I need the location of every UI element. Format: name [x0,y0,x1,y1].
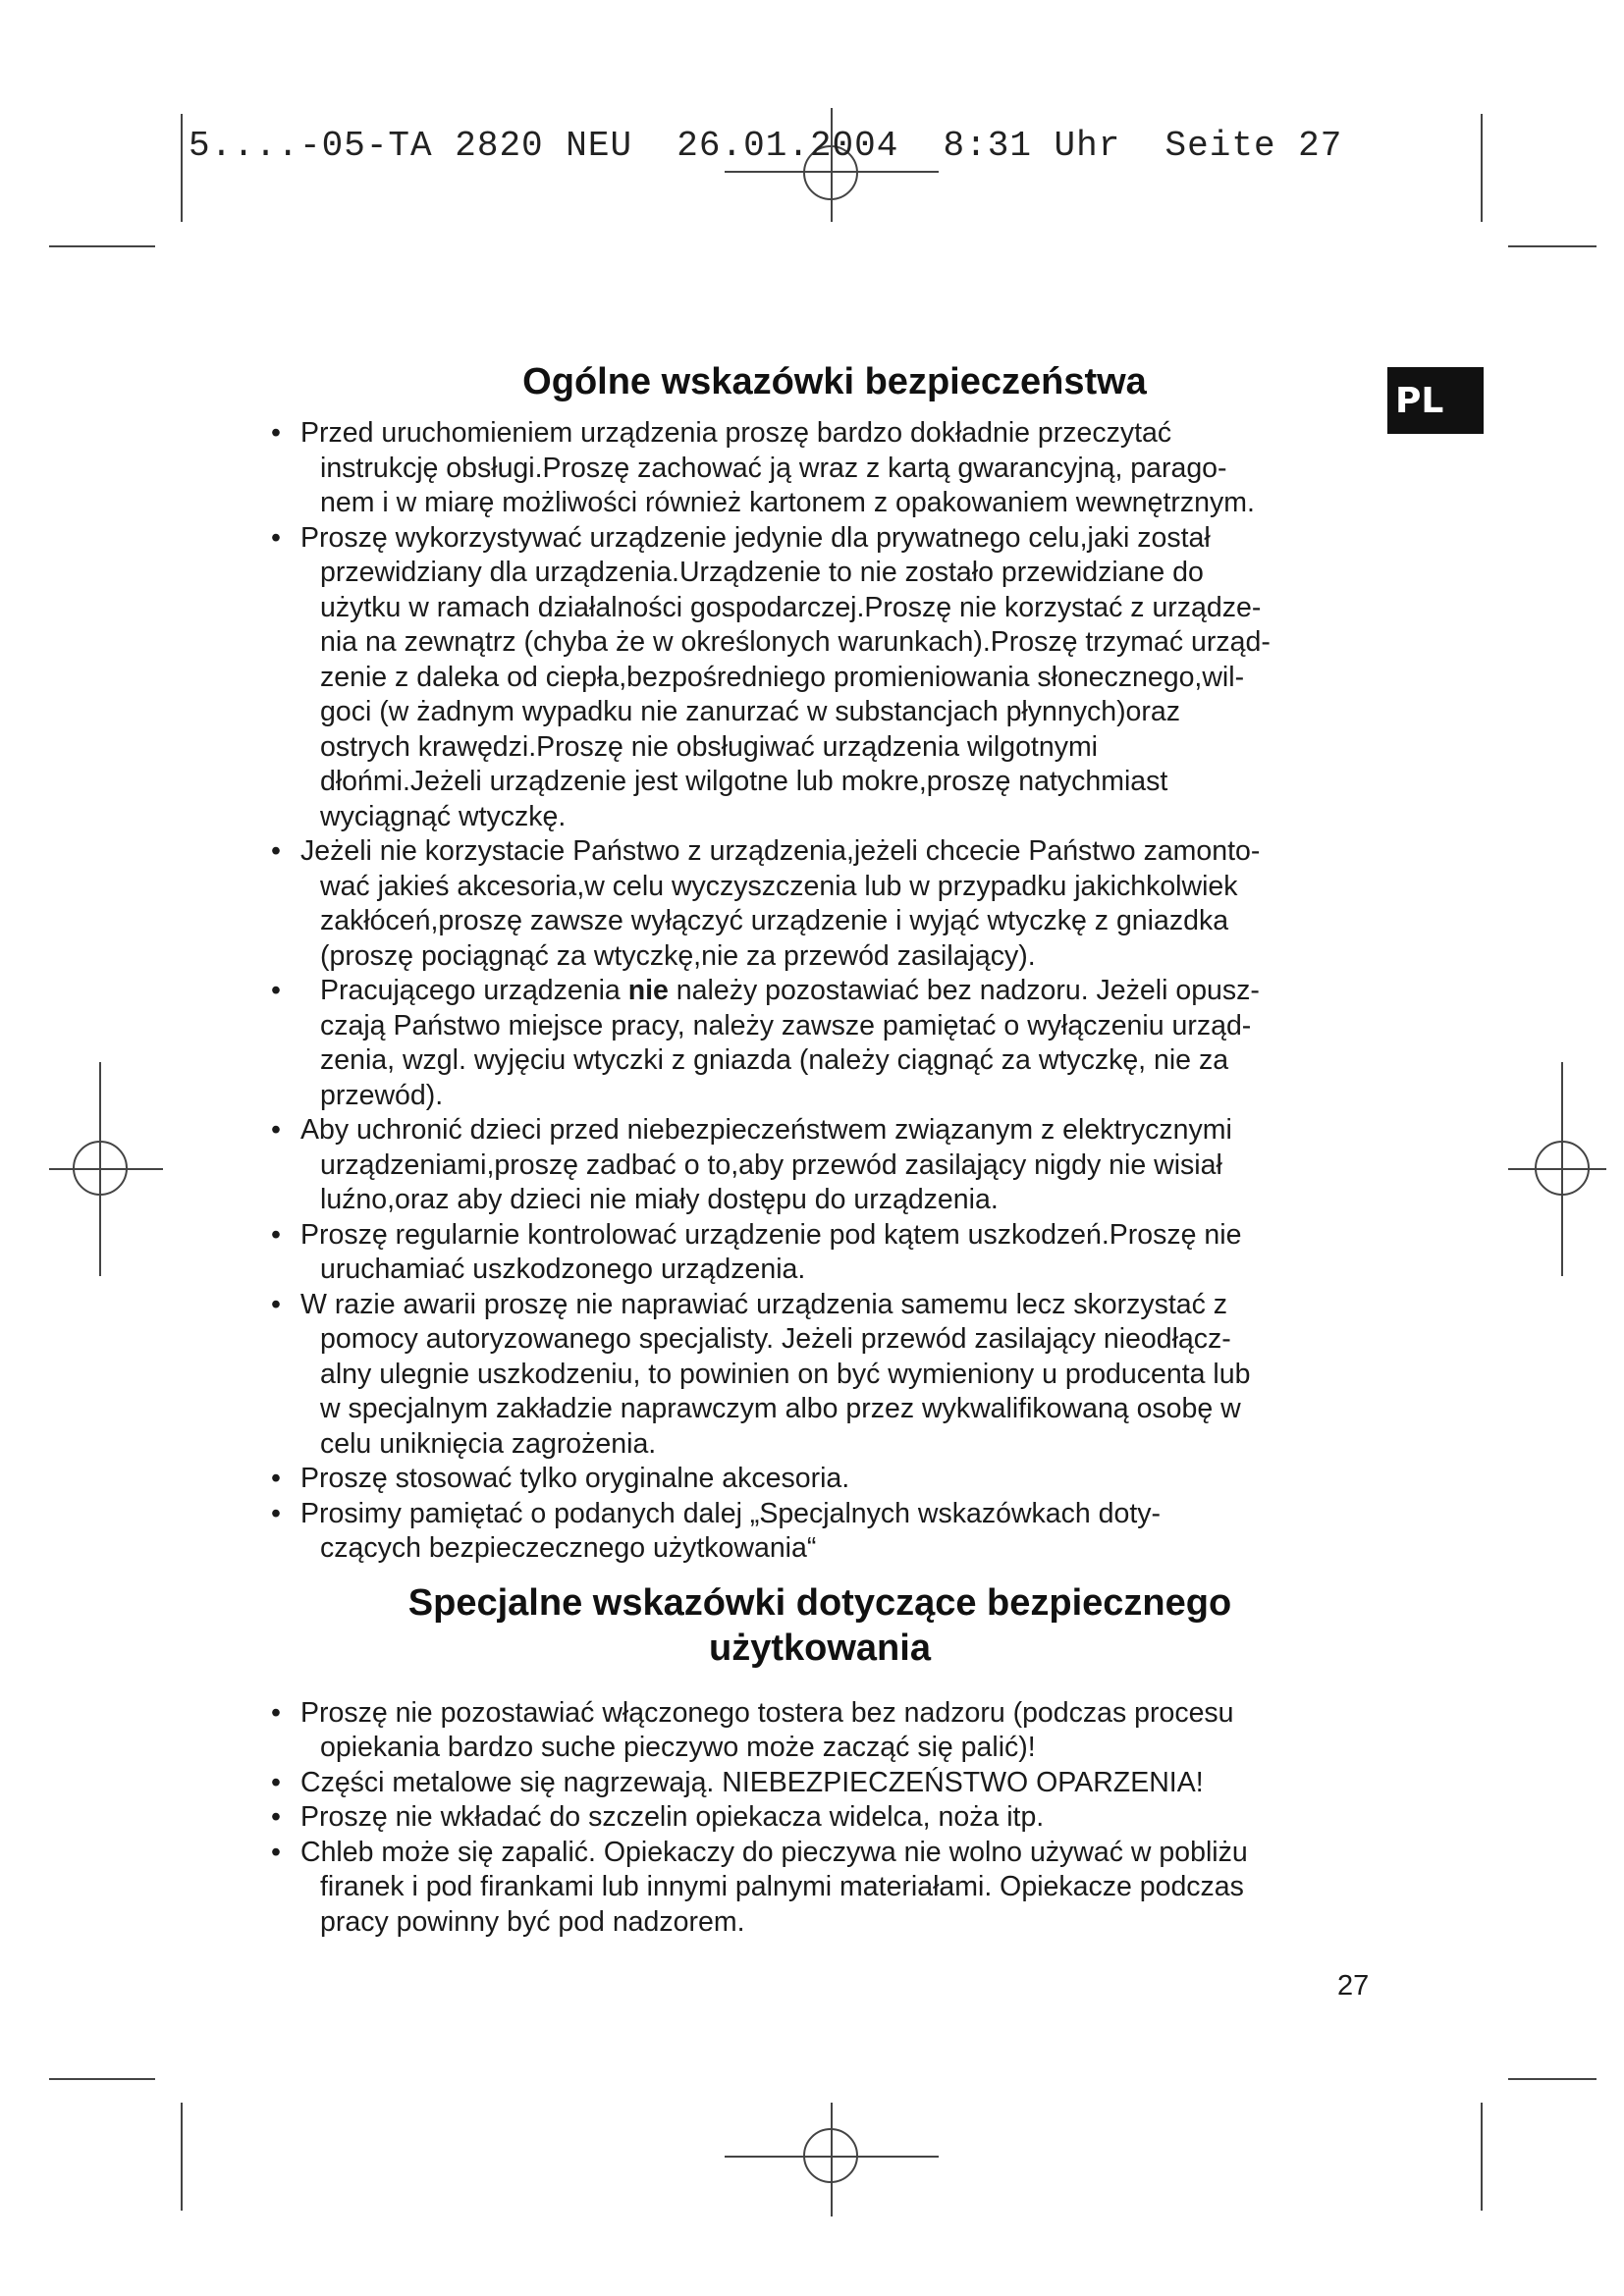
main-content [265,359,1375,1940]
text-line: Proszę regularnie kontrolować urządzenie pod kątem uszkodzeń.Proszę nie [300,1218,1242,1251]
bullet: • [271,1801,281,1833]
list-item [265,1836,1375,1941]
list-item [265,1218,1375,1288]
text-line: wać jakieś akcesoria,w celu wyczyszczenia lub w przypadku jakichkolwiek [320,870,1238,902]
registration-circle-icon [803,2128,858,2183]
list-item [265,974,1375,1113]
general-safety-list [265,416,1375,1567]
crop-mark [1481,114,1483,222]
text-line: Proszę nie pozostawiać włączonego tostera bez nadzoru (podczas procesu [300,1696,1234,1729]
text-line: firanek i pod firankami lub innymi palnymi materiałami. Opiekacze podczas [320,1871,1244,1902]
text-line: luźno,oraz aby dzieci nie miały dostępu do urządzenia. [320,1184,999,1215]
section-title-general-safety: Ogólne wskazówki bezpieczeństwa [522,361,1147,402]
special-safety-list [265,1696,1375,1941]
text-line: Proszę stosować tylko oryginalne akcesoria. [300,1463,850,1494]
text-line: przewidziany dla urządzenia.Urządzenie to nie zostało przewidziane do [320,557,1204,588]
crop-mark [49,2078,155,2080]
list-item [265,416,1375,521]
list-item [265,1288,1375,1463]
list-item [265,521,1375,835]
page-number: 27 [1337,1970,1370,2002]
bullet: • [271,1114,281,1146]
text-fragment: Pracującego urządzenia [320,975,628,1006]
text-line: Jeżeli nie korzystacie Państwo z urządzenia,jeżeli chcecie Państwo zamonto- [300,835,1261,867]
language-tab: PL [1387,367,1484,434]
text-line: Aby uchronić dzieci przed niebezpieczeństwem związanym z elektrycznymi [300,1114,1232,1146]
text-line: przewód). [320,1079,444,1111]
list-item [265,834,1375,974]
text-line: pomocy autoryzowanego specjalisty. Jeżeli przewód zasilający nieodłącz- [320,1323,1231,1355]
text-fragment: należy pozostawiać bez nadzoru. Jeżeli opusz- [668,975,1260,1006]
text-line: ostrych krawędzi.Proszę nie obsługiwać urządzenia wilgotnymi [320,730,1099,763]
text-line: Chleb może się zapalić. Opiekaczy do pieczywa nie wolno używać w pobliżu [300,1836,1248,1868]
text-line: celu uniknięcia zagrożenia. [320,1427,657,1460]
bullet: • [271,1497,281,1529]
text-line: goci (w żadnym wypadku nie zanurzać w substancjach płynnych)oraz [320,696,1180,727]
list-item [265,1766,1375,1801]
list-item [265,1462,1375,1497]
crop-mark [181,2103,183,2211]
text-line: użytku w ramach działalności gospodarczej.Proszę nie korzystać z urządze- [320,591,1262,623]
list-item [265,1696,1375,1766]
bullet: • [271,1463,281,1494]
text-line: w specjalnym zakładzie naprawczym albo przez wykwalifikowaną osobę w [320,1393,1241,1424]
bullet: • [271,521,281,554]
bullet: • [271,1288,281,1320]
list-item [265,1800,1375,1836]
text-line: czących bezpieczecznego użytkowania“ [320,1532,817,1564]
print-slug: 5....-05-TA 2820 NEU 26.01.2004 8:31 Uhr Seite 27 [189,126,1343,166]
text-line: W razie awarii proszę nie naprawiać urządzenia samemu lecz skorzystać z [300,1288,1228,1320]
text-line: opiekania bardzo suche pieczywo może zacząć się palić)! [320,1732,1036,1763]
text-line: uruchamiać uszkodzonego urządzenia. [320,1254,806,1285]
bullet: • [271,835,281,867]
text-line: pracy powinny być pod nadzorem. [320,1905,745,1938]
text-line: nem i w miarę możliwości również kartonem z opakowaniem wewnętrznym. [320,487,1255,518]
text-line: Prosimy pamiętać o podanych dalej „Specjalnych wskazówkach doty- [300,1497,1161,1529]
list-item [265,1113,1375,1218]
list-item [265,1497,1375,1567]
text-line: nia na zewnątrz (chyba że w określonych warunkach).Proszę trzymać urząd- [320,626,1271,658]
text-line: zenia, wzgl. wyjęciu wtyczki z gniazda (należy ciągnąć za wtyczkę, nie za [320,1044,1229,1076]
bullet: • [271,1836,281,1868]
text-line: wyciągnąć wtyczkę. [320,800,567,832]
bullet: • [271,975,281,1006]
text-line: Proszę wykorzystywać urządzenie jedynie dla prywatnego celu,jaki został [300,521,1211,554]
text-line: dłońmi.Jeżeli urządzenie jest wilgotne lub mokre,proszę natychmiast [320,766,1168,797]
text-line: Proszę nie wkładać do szczelin opiekacza widelca, noża itp. [300,1801,1045,1833]
text-line: alny ulegnie uszkodzeniu, to powinien on być wymieniony u producenta lub [320,1358,1251,1390]
bullet: • [271,417,281,449]
title-line: użytkowania [709,1627,931,1669]
bullet: • [271,1696,281,1729]
bullet: • [271,1218,281,1251]
emphasis-text: nie [627,975,669,1006]
text-line: czają Państwo miejsce pracy, należy zawsze pamiętać o wyłączeniu urząd- [320,1009,1252,1041]
section-title-special-safety [265,1580,1375,1671]
crop-mark [49,245,155,247]
title-line: Specjalne wskazówki dotyczące bezpiecznego [407,1581,1232,1624]
crop-mark [1508,2078,1597,2080]
bullet: • [271,1766,281,1798]
text-line: Przed uruchomieniem urządzenia proszę bardzo dokładnie przeczytać [300,417,1172,449]
registration-circle-icon [1535,1141,1590,1196]
text-line [300,975,1260,1006]
text-line: zakłóceń,proszę zawsze wyłączyć urządzenie i wyjąć wtyczkę z gniazdka [320,905,1229,936]
text-line: urządzeniami,proszę zadbać o to,aby przewód zasilający nigdy nie wisiał [320,1148,1222,1181]
text-line: instrukcję obsługi.Proszę zachować ją wraz z kartą gwarancyjną, parago- [320,452,1227,484]
text-line: Części metalowe się nagrzewają. NIEBEZPIECZEŃSTWO OPARZENIA! [300,1766,1204,1798]
text-line: zenie z daleka od ciepła,bezpośredniego promieniowania słonecznego,wil- [320,661,1245,693]
crop-mark [1481,2103,1483,2211]
crop-mark [181,114,183,222]
text-line: (proszę pociągnąć za wtyczkę,nie za przewód zasilający). [320,939,1036,972]
registration-circle-icon [73,1141,128,1196]
crop-mark [1508,245,1597,247]
